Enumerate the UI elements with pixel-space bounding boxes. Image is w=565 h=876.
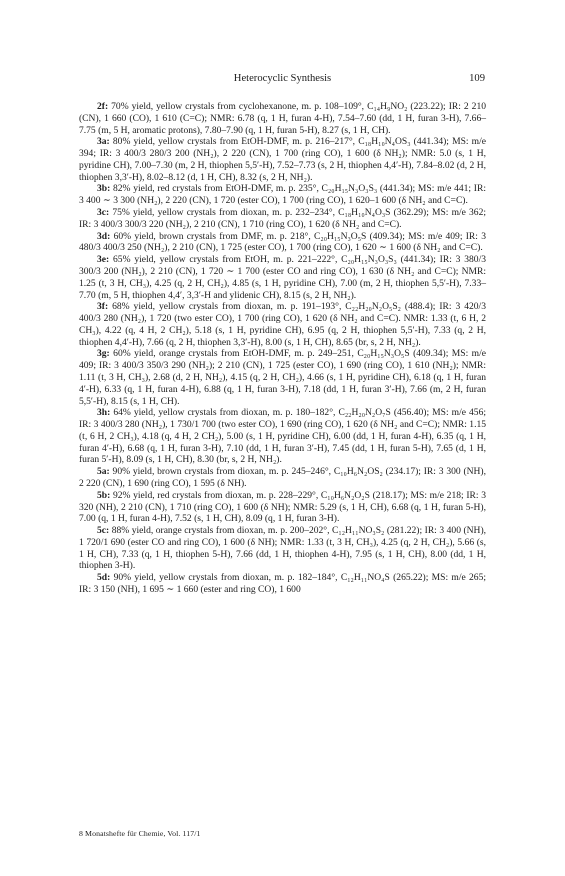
compound-entry-5d (79, 572, 486, 596)
compound-description: 60% yield, brown crystals from DMF, m. p. 218°, C₂₀H₁₅N₃O₅S (409.34); MS: m/e 409; IR: 3 480/3 400/3 250 (NH₂), 2 210 (CN), 1 725 (ester CO), 1 700 (ring CO), 1 620 ∼ 1 600 (δ NH₂ and C=C). (79, 230, 487, 254)
compound-entry-5c (79, 525, 486, 572)
compound-entry-2f (79, 101, 486, 136)
compound-description: 75% yield, yellow crystals from dioxan, m. p. 232–234°, C₁₈H₁₀N₄O₃S (362.29); MS: m/e 362; IR: 3 400/3 300/3 220 (NH₂), 2 210 (CN), 1 710 (ring CO), 1 620 (δ NH₂ and C=C). (79, 207, 486, 230)
compound-label: 3g: (97, 348, 110, 360)
compound-description: 80% yield, yellow crystals from EtOH-DMF, m. p. 216–217°, C₁₈H₁₀N₄OS₃ (441.34); MS: m/e 394; IR: 3 400/3 280/3 200 (NH₂), 2 220 (CN), 1 700 (ring CO), 1 600 (δ NH₂); NMR: 5.0 (s, 1 H, pyridine CH), 7.00–7.30 (m, 2 H, thiophen 5,5′-H), 7.52–7.73 (s, 2 H, thiophen 4,4′-H), 7.84–8.02 (d, 2 H, thiophen 3,3′-H), 8.02–8.12 (d, 1 H, CH), 8.32 (s, 2 H, NH₂). (79, 136, 487, 183)
compound-entry-5a (79, 466, 486, 490)
compound-label: 3f: (97, 301, 109, 313)
compound-label: 3c: (97, 207, 110, 219)
compound-label: 2f: (97, 101, 109, 112)
compound-description: 64% yield, yellow crystals from dioxan, m. p. 180–182°, C₂₂H₂₀N₂O₇S (456.40); MS: m/e 456; IR: 3 400/3 280 (NH₂), 1 730/1 700 (two ester CO), 1 690 (ring CO), 1 620 (δ NH₂ and C=C); NMR: 1.15 (t, 6 H, 2 CH₃), 4.18 (q, 4 H, 2 CH₂), 5.00 (s, 1 H, pyridine CH), 6.00 (dd, 1 H, furan 4-H), 6.35 (q, 1 H, furan 4′-H), 6.68 (q, 1 H, furan 3-H), 7.10 (dd, 1 H, furan 3′-H), 7.45 (dd, 1 H, furan 5-H), 7.65 (d, 1 H, furan 5′-H), 8.09 (s, 1 H, CH), 8.30 (br, s, 2 H, NH₂). (79, 407, 486, 466)
compound-entry-3e (79, 254, 486, 301)
compound-label: 3h: (97, 407, 111, 419)
compound-description: 90% yield, yellow crystals from dioxan, m. p. 182–184°, C₁₂H₁₁NO₄S (265.22); MS: m/e 265; IR: 3 150 (NH), 1 695 ∼ 1 660 (ester and ring CO), 1 600 (79, 572, 486, 596)
compound-entry-3a (79, 136, 486, 183)
running-header (0, 72, 565, 86)
compound-description: 68% yield, yellow crystals from dioxan, m. p. 191–193°, C₂₂H₂₀N₂O₅S₂ (488.4); IR: 3 420/3 400/3 280 (NH₂), 1 720 (two ester CO), 1 700 (ring CO), 1 620 (δ NH₂ and C=C). NMR: 1.33 (t, 6 H, 2 CH₃), 4.22 (q, 4 H, 2 CH₂), 5.18 (s, 1 H, pyridine CH), 6.95 (q, 2 H, thiophen 5,5′-H), 7.33 (q, 2 H, thiophen 4,4′-H), 7.66 (q, 2 H, thiophen 3,3′-H), 8.00 (s, 1 H, CH), 8.65 (br, s, 2 H, NH₂). (79, 301, 486, 348)
compound-entry-3c (79, 207, 486, 231)
compound-description: 88% yield, orange crystals from dioxan, m. p. 200–202°, C₁₂H₁₁NO₃S₂ (281.22); IR: 3 400 (NH), 1 720/1 690 (ester CO and ring CO), 1 600 (δ NH); NMR: 1.33 (t, 3 H, CH₃), 4.25 (q, 2 H, CH₂), 5.66 (s, 1 H, CH), 7.33 (q, 1 H, thiophen 5-H), 7.66 (dd, 1 H, thiophen 4-H), 7.95 (s, 1 H, CH), 8.00 (dd, 1 H, thiophen 3-H). (79, 525, 487, 572)
compound-entry-3g (79, 348, 486, 407)
compound-description: 82% yield, red crystals from EtOH-DMF, m. p. 235°, C₂₀H₁₅N₃O₃S₃ (441.34); MS: m/e 441; IR: 3 400 ∼ 3 300 (NH₂), 2 220 (CN), 1 720 (ester CO), 1 700 (ring CO), 1 620–1 600 (δ NH₂ and C=C). (79, 183, 486, 207)
compound-label: 3b: (97, 183, 111, 195)
compound-label: 5b: (97, 489, 111, 501)
compound-label: 5d: (97, 572, 111, 584)
page-number: 109 (469, 73, 485, 84)
compound-description: 65% yield, yellow crystals from EtOH, m. p. 221–222°, C₂₀H₁₅N₃O₃S₃ (441.34); IR: 3 380/3 300/3 200 (NH₂), 2 210 (CN), 1 720 ∼ 1 700 (ester CO and ring CO), 1 630 (δ NH₂ and C=C); NMR: 1.25 (t, 3 H, CH₃), 4.25 (q, 2 H, CH₂), 4.85 (s, 1 H, pyridine CH), 7.00 (m, 2 H, thiophen 5,5′-H), 7.33–7.70 (m, 5 H, thiophen 4,4′, 3,3′-H and ylidenic CH), 8.15 (s, 2 H, NH₂). (79, 254, 486, 301)
compound-label: 3d: (97, 230, 111, 242)
compound-description: 92% yield, red crystals from dioxan, m. p. 228–229°, C₁₀H₆N₂O₂S (218.17); MS: m/e 218; IR: 3 320 (NH), 2 210 (CN), 1 710 (ring CO), 1 600 (δ NH); NMR: 5.29 (s, 1 H, CH), 6.68 (q, 1 H, furan 5-H), 7.00 (q, 1 H, furan 4-H), 7.52 (s, 1 H, CH), 8.09 (q, 1 H, furan 3-H). (79, 489, 486, 525)
compound-entry-3f (79, 301, 486, 348)
experimental-section (79, 101, 486, 596)
compound-description: 70% yield, yellow crystals from cyclohexanone, m. p. 108–109°, C₁₄H₉NO₂ (223.22); IR: 2 210 (CN), 1 660 (CO), 1 610 (C=C); NMR: 6.78 (q, 1 H, furan 4-H), 7.54–7.60 (dd, 1 H, furan 3-H), 7.66–7.75 (m, 5 H, aromatic protons), 7.80–7.90 (q, 1 H, furan 5-H), 8.27 (s, 1 H, CH). (79, 101, 486, 136)
running-title: Heterocyclic Synthesis (233, 73, 332, 84)
compound-entry-3d (79, 231, 486, 255)
compound-description: 60% yield, orange crystals from EtOH-DMF, m. p. 249–251, C₂₀H₁₅N₃O₅S (409.34); MS: m/e 409; IR: 3 400/3 350/3 290 (NH₂); 2 210 (CN), 1 725 (ester CO), 1 690 (ring CO), 1 610 (NH₂); NMR: 1.11 (t, 3 H, CH₃), 2.68 (d, 2 H, NH₂), 4.15 (q, 2 H, CH₂), 4.66 (s, 1 H, pyridine CH), 6.18 (q, 1 H, furan 4′-H), 6.33 (q, 1 H, furan 4-H), 6.88 (q, 1 H, furan 3-H), 7.18 (dd, 1 H, furan 3′-H), 7.66 (m, 2 H, furan 5,5′-H), 8.15 (s, 1 H, CH). (79, 348, 486, 407)
compound-label: 5c: (97, 525, 110, 537)
compound-label: 5a: (97, 466, 110, 478)
page-footer: 8 Monatshefte für Chemie, Vol. 117/1 (79, 829, 201, 838)
compound-entry-5b (79, 490, 486, 525)
compound-label: 3a: (97, 136, 110, 148)
compound-entry-3b (79, 183, 486, 207)
compound-description: 90% yield, brown crystals from dioxan, m. p. 245–246°, C₁₀H₆N₂OS₂ (234.17); IR: 3 300 (NH), 2 220 (CN), 1 690 (ring CO), 1 595 (δ NH). (79, 466, 486, 489)
compound-label: 3e: (97, 254, 110, 266)
compound-entry-3h (79, 407, 486, 466)
